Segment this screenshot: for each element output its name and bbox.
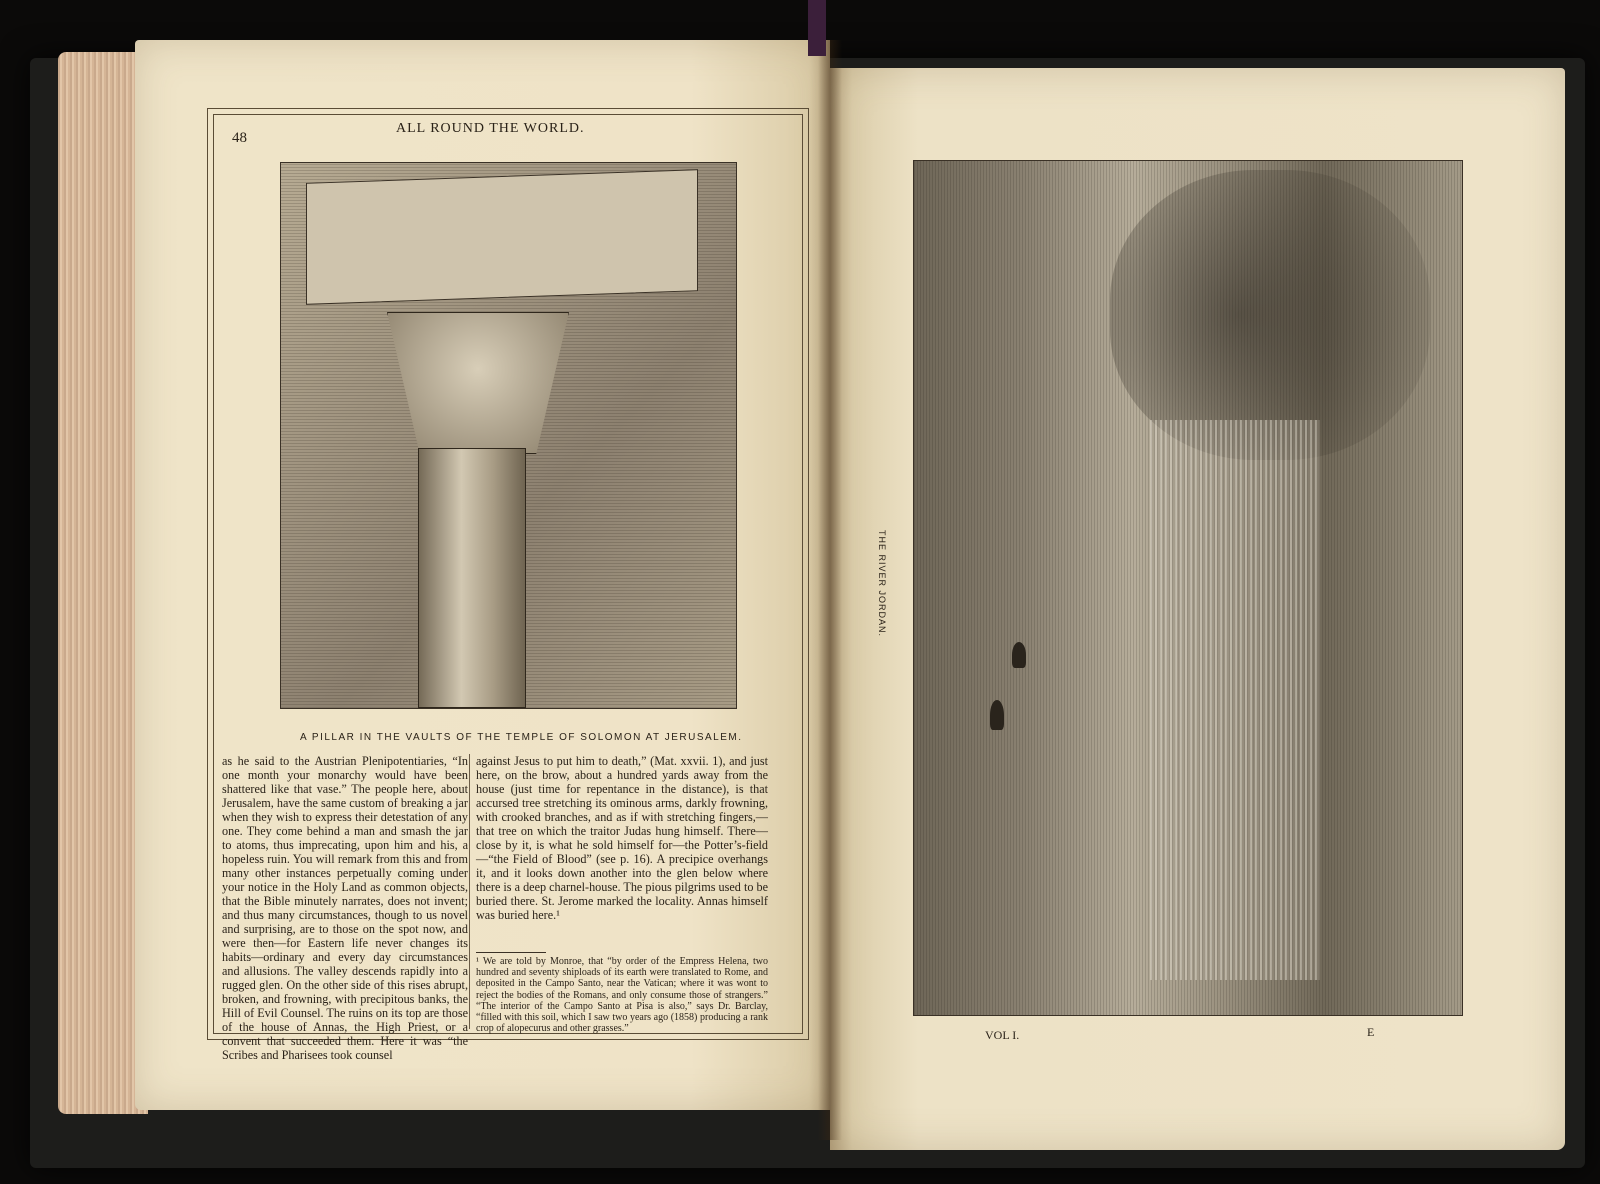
volume-label: VOL I.: [985, 1028, 1020, 1042]
river-caption: THE RIVER JORDAN.: [877, 530, 887, 638]
engraving-figure: [1012, 642, 1026, 668]
engraving-column: [418, 448, 526, 708]
pillar-caption: A PILLAR IN THE VAULTS OF THE TEMPLE OF SOLOMON AT JERUSALEM.: [300, 732, 743, 743]
engraving-trees: [1110, 170, 1430, 460]
footnote-rule: [476, 952, 546, 953]
engraving-river: [1150, 420, 1320, 980]
running-head: ALL ROUND THE WORLD.: [396, 121, 585, 136]
page-number: 48: [232, 130, 247, 146]
bookmark-ribbon: [808, 0, 826, 56]
signature-mark: E: [1367, 1025, 1375, 1039]
text-column-right: against Jesus to put him to death,” (Mat. xxvii. 1), and just here, on the brow, about a hundred yards away from the house (just time for repentance in the distance), is that accursed tree stretching its ominous arms, darkly frowning, with crooked branches, and as if with stretching fingers,—that tree on which the traitor Judas hung himself. There—close by it, is what he sold himself for—the Potter’s-field—“the Field of Blood” (see p. 16). A precipice overhangs it, and it looks down another into the glen below where there is a deep charnel-house. The pious pilgrims used to be buried there. St. Jerome marked the locality. Annas himself was buried here.¹: [476, 754, 768, 922]
column-rule: [469, 754, 470, 1029]
book-gutter: [818, 40, 842, 1140]
engraving-arch: [306, 169, 698, 305]
text-column-left: as he said to the Austrian Plenipotentiaries, “In one month your monarchy would have been shattered like that vase.” The people here, about Jerusalem, have the same custom of breaking a jar when they wish to express their detestation of any one. They come behind a man and smash the jar to atoms, thus imprecating, upon him and his, a hopeless ruin. You will remark from this and from many other instances perpetually coming under your notice in the Holy Land as common objects, that the Bible minutely narrates, does not invent; and thus many circumstances, though to us novel and surprising, are to those on the spot now, and were then—for Eastern life never changes its habits—ordinary and every day circumstances and allusions. The valley descends rapidly into a rugged glen. On the other side of this rises abrupt, broken, and frowning, with precipitous banks, the Hill of Evil Counsel. The ruins on its top are those of the house of Annas, the High Priest, or a convent that succeeded them. Here it was “the Scribes and Pharisees took counsel: [222, 754, 468, 1062]
engraving-figure: [990, 700, 1004, 730]
footnote: ¹ We are told by Monroe, that “by order of the Empress Helena, two hundred and seventy shiploads of its earth were translated to Rome, and deposited in the Campo Santo, near the Vatican; where it was wont to reject the bodies of the Romans, and only consume those of strangers.” “The interior of the Campo Santo at Pisa is also,” says Dr. Barclay, “filled with this soil, which I saw two years ago (1858) producing a rank crop of alopecurus and other grasses.”: [476, 956, 768, 1035]
